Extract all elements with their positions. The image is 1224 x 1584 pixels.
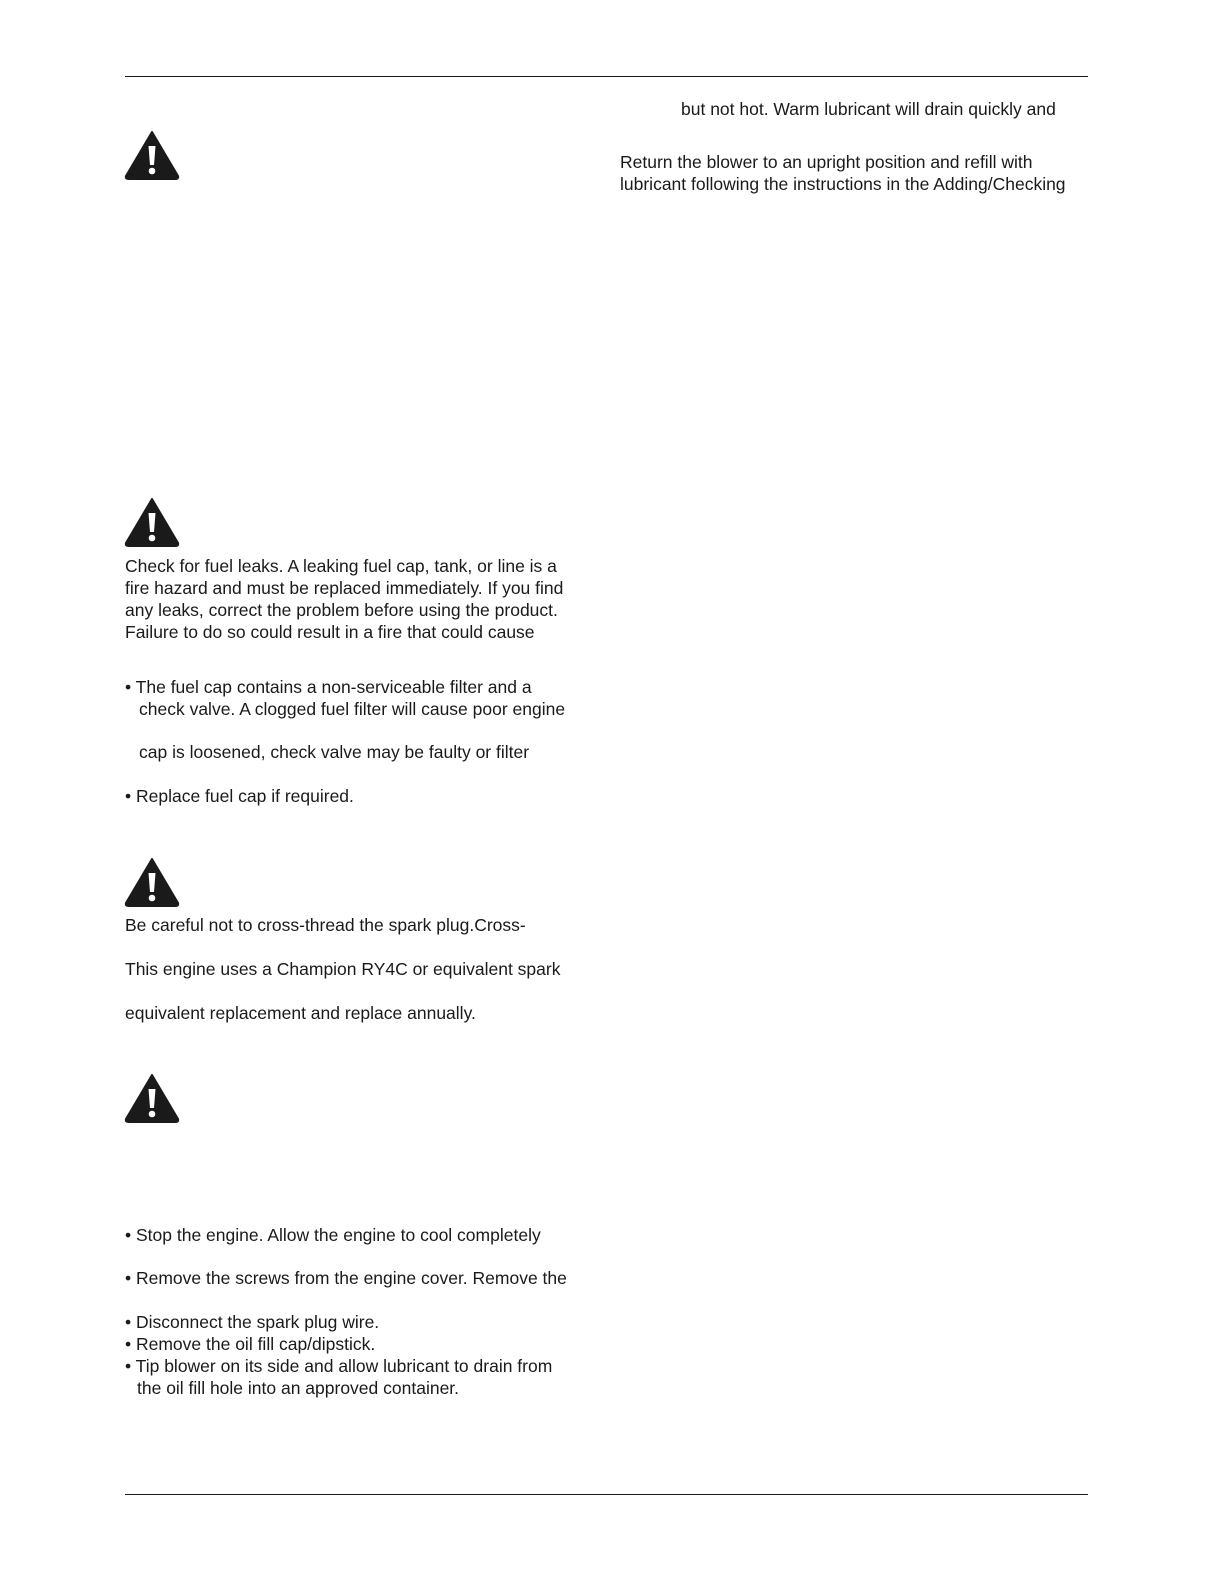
spark-plug-line: This engine uses a Champion RY4C or equivalent spark (125, 959, 561, 979)
warning-icon (124, 130, 180, 180)
warning-icon (124, 1073, 180, 1123)
fuel-bullet-line: • Replace fuel cap if required. (125, 786, 354, 806)
oil-step-line: • Stop the engine. Allow the engine to cool completely (125, 1225, 541, 1245)
fuel-warning-line: Failure to do so could result in a fire that could cause (125, 622, 535, 642)
fuel-bullet-line: • The fuel cap contains a non-serviceable filter and a (125, 677, 532, 697)
warning-icon (124, 497, 180, 547)
spark-plug-line: equivalent replacement and replace annually. (125, 1003, 476, 1023)
top-rule (125, 76, 1088, 77)
oil-step-line: • Disconnect the spark plug wire. (125, 1312, 380, 1332)
right-text-line: lubricant following the instructions in the Adding/Checking (620, 174, 1066, 194)
fuel-warning-line: any leaks, correct the problem before using the product. (125, 600, 558, 620)
fuel-bullet-line: check valve. A clogged fuel filter will cause poor engine (139, 699, 566, 719)
fuel-warning-line: fire hazard and must be replaced immediately. If you find (125, 578, 564, 598)
fuel-warning-line: Check for fuel leaks. A leaking fuel cap, tank, or line is a (125, 556, 557, 576)
right-text-line: Return the blower to an upright position and refill with (620, 152, 1033, 172)
oil-step-line: the oil fill hole into an approved container. (137, 1378, 460, 1398)
oil-step-line: • Remove the oil fill cap/dipstick. (125, 1334, 376, 1354)
fuel-bullet-line: cap is loosened, check valve may be faulty or filter (139, 742, 530, 762)
spark-plug-line: Be careful not to cross-thread the spark plug.Cross- (125, 915, 526, 935)
right-text-line: but not hot. Warm lubricant will drain quickly and (681, 99, 1056, 119)
warning-icon (124, 857, 180, 907)
bottom-rule (125, 1494, 1088, 1495)
oil-step-line: • Tip blower on its side and allow lubricant to drain from (125, 1356, 553, 1376)
oil-step-line: • Remove the screws from the engine cover. Remove the (125, 1268, 567, 1288)
